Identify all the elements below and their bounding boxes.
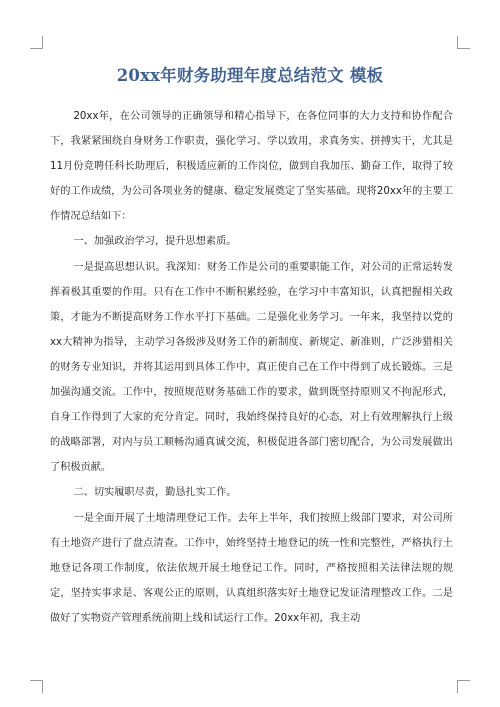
document-body bbox=[50, 104, 453, 631]
crop-mark-top-right bbox=[457, 36, 470, 49]
paragraph-intro: 20xx年，在公司领导的正确领导和精心指导下，在各位同事的大力支持和协作配合下，我紧紧围绕自身财务工作职责，强化学习、学以致用，求真务实、拼搏实干，尤其是11月份竞聘任科长助理后，积极适应新的工作岗位，做到自我加压、勤奋工作，取得了较好的工作成绩，为公司各项业务的健康、稳定发展奠定了坚实基础。现将20xx年的主要工作情况总结如下： bbox=[50, 111, 453, 223]
document-title: 20xx年财务助理年度总结范文 模板 bbox=[116, 66, 384, 85]
crop-mark-bottom-left bbox=[30, 680, 43, 693]
crop-mark-top-left bbox=[30, 36, 43, 49]
section-heading-1: 一、加强政治学习，提升思想素质。 bbox=[73, 236, 237, 248]
paragraph-section-2: 一是全面开展了土地清理登记工作。去年上半年，我们按照上级部门要求，对公司所有土地资产进行了盘点清查。工作中，始终坚持土地登记的统一性和完整性，严格执行土地登记各项工作制度，依法依规开展土地登记工作。同时，严格按照相关法律法规的规定，坚持实事求是、客观公正的原则，认真组织落实好土地登记发证清理整改工作。二是做好了实物资产管理系统前期上线和试运行工作。20xx年初，我主动 bbox=[50, 512, 453, 624]
crop-mark-bottom-right bbox=[457, 680, 470, 693]
section-heading-2: 二、切实履职尽责，勤恳扎实工作。 bbox=[73, 487, 237, 499]
paragraph-section-1: 一是提高思想认识。我深知：财务工作是公司的重要职能工作，对公司的正常运转发挥着极其重要的作用。只有在工作中不断积累经验，在学习中丰富知识，认真把握相关政策，才能为不断提高财务工作水平打下基础。二是强化业务学习。一年来，我坚持以党的xx大精神为指导，主动学习各级涉及财务工作的新制度、新规定、新准则，广泛涉猎相关的财务专业知识，并将其运用到具体工作中，真正使自己在工作中得到了成长锻炼。三是加强沟通交流。工作中，按照规范财务基础工作的要求，做到既坚持原则又不拘泥形式，自身工作得到了大家的充分肯定。同时，我始终保持良好的心态，对上有效理解执行上级的战略部署，对内与员工顺畅沟通真诚交流，积极促进各部门密切配合，为公司发展做出了积极贡献。 bbox=[50, 261, 453, 474]
